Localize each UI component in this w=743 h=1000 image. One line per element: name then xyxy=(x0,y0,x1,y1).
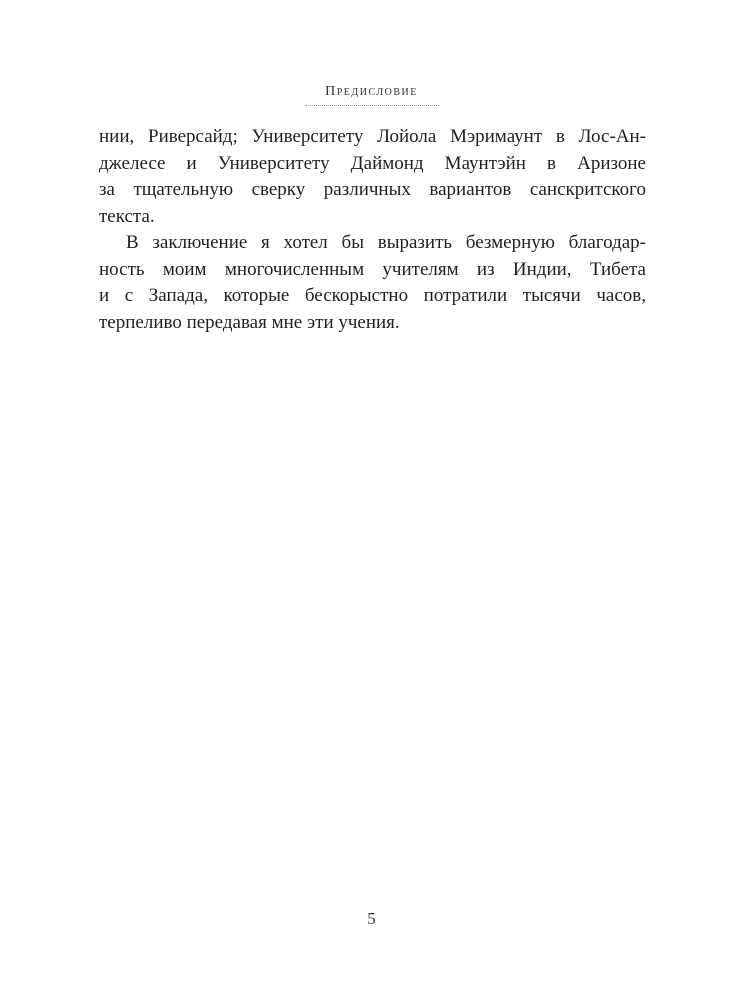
text-line: за тщательную сверку различных вариантов санскритского xyxy=(99,179,646,200)
running-head-rule xyxy=(305,105,439,106)
body-text xyxy=(99,124,646,336)
text-line: нии, Риверсайд; Университету Лойола Мэримаунт в Лос-Ан- xyxy=(99,126,646,147)
text-line: В заключение я хотел бы выразить безмерную благодар- xyxy=(126,232,646,253)
page-number: 5 xyxy=(367,909,376,928)
text-line: и с Запада, которые бескорыстно потратили тысячи часов, xyxy=(99,285,646,306)
text-line: терпеливо передавая мне эти учения. xyxy=(99,311,400,333)
text-line: ность моим многочисленным учителям из Индии, Тибета xyxy=(99,258,646,280)
text-line: текста. xyxy=(99,205,155,227)
running-head: Предисловие xyxy=(325,84,418,99)
paragraph-1 xyxy=(99,124,646,230)
paragraph-2 xyxy=(99,230,646,336)
text-line: джелесе и Университету Даймонд Маунтэйн в Аризоне xyxy=(99,152,646,174)
